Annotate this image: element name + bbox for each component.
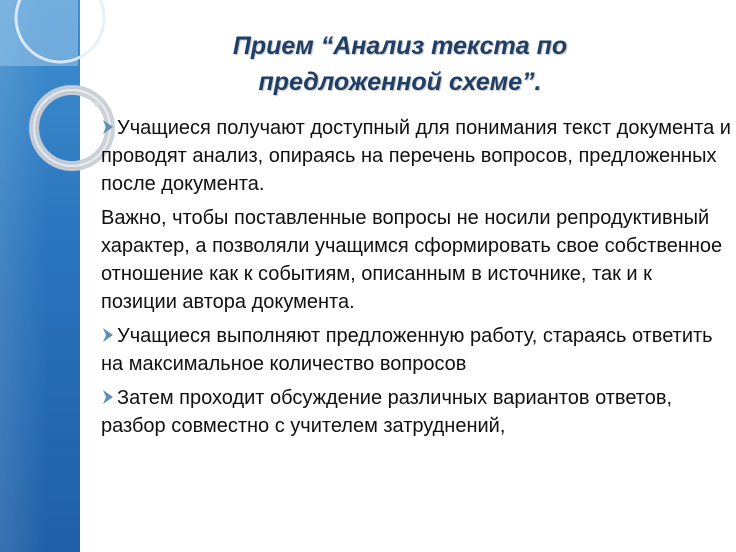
slide-body <box>101 114 731 446</box>
paragraph-text: Учащиеся получают доступный для понимания текст документа и проводят анализ, опираясь на перечень вопросов, предложенных после документа. <box>101 117 731 195</box>
arrow-bullet-icon <box>101 389 115 405</box>
slide-title <box>120 28 680 100</box>
title-line: Прием “Анализ текста по <box>232 32 568 60</box>
paragraph-text: Учащиеся выполняют предложенную работу, стараясь ответить на максимальное количество вопросов <box>101 325 713 375</box>
paragraph <box>101 322 731 378</box>
paragraph <box>101 114 731 198</box>
title-line: предложенной схеме”. <box>258 68 542 96</box>
paragraph-text: Важно, чтобы поставленные вопросы не носили репродуктивный характер, а позволяли учащимся сформировать свое собственное отношение как к событиям, описанным в источнике, так и к позиции автора документа. <box>101 207 723 313</box>
arrow-bullet-icon <box>101 119 115 135</box>
arrow-bullet-icon <box>101 327 115 343</box>
paragraph-text: Затем проходит обсуждение различных вариантов ответов, разбор совместно с учителем затруднений, <box>101 387 673 437</box>
paragraph <box>101 384 731 440</box>
paragraph <box>101 204 731 316</box>
